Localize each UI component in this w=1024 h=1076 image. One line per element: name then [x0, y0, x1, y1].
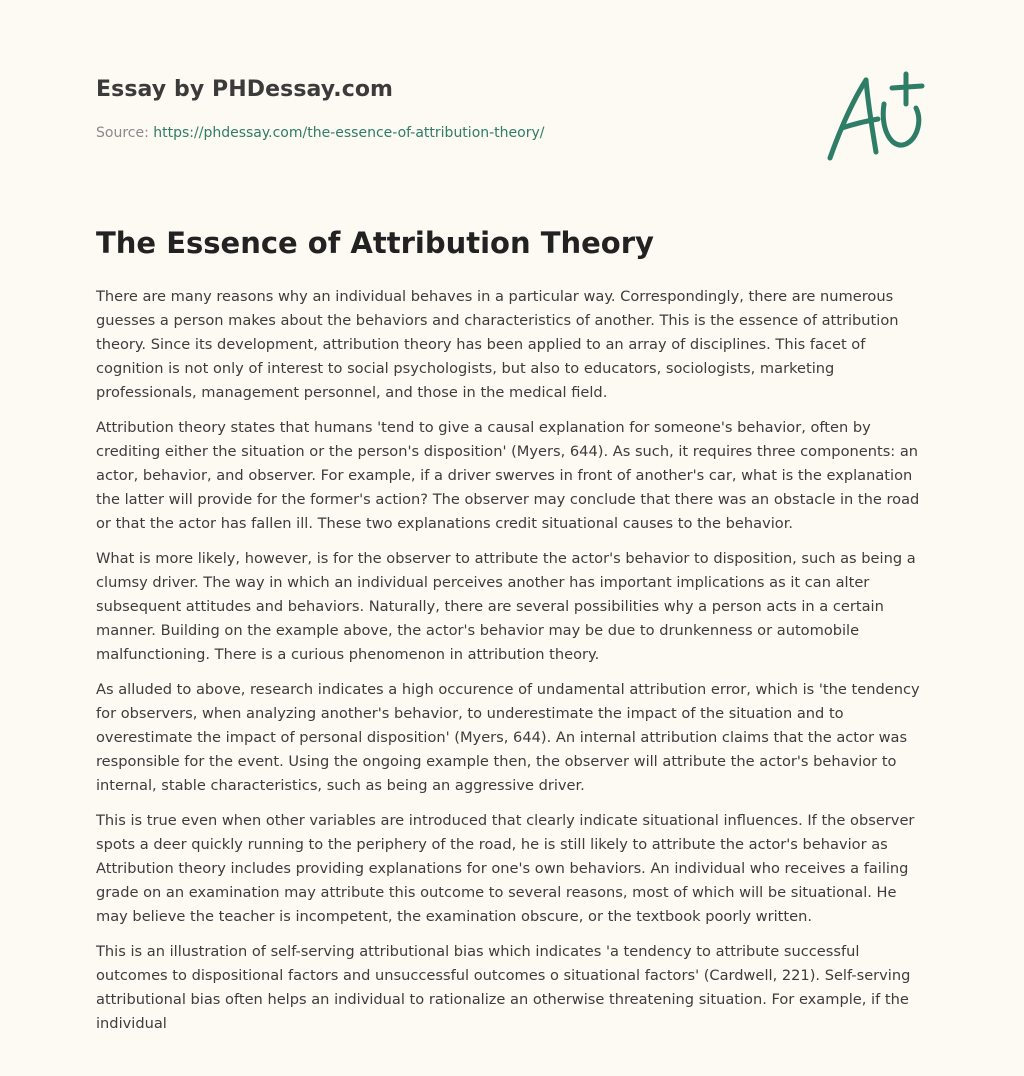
essay-paragraph: Attribution theory states that humans 'tend to give a causal explanation for someone's behavior, often by crediting either the situation or the person's disposition' (Myers, 644). As such, it requires three components: an actor, behavior, and observer. For example, if a driver swerves in front of another's car, what is the explanation the latter will provide for the former's action? The observer may conclude that there was an obstacle in the road or that the actor has fallen ill. These two explanations credit situational causes to the behavior.	[96, 419, 920, 532]
source-line	[96, 125, 544, 141]
essay-paragraph: This is an illustration of self-serving attributional bias which indicates 'a tendency to attribute successful outcomes to dispositional factors and unsuccessful outcomes o situational factors' (Cardwell, 221). Self-serving attributional bias often helps an individual to rationalize an otherwise threatening situation. For example, if the individual	[96, 943, 911, 1032]
essay-paragraph: There are many reasons why an individual behaves in a particular way. Correspondingly, there are numerous guesses a person makes about the behaviors and characteristics of another. This is the essence of attribution theory. Since its development, attribution theory has been applied to an array of disciplines. This facet of cognition is not only of interest to social psychologists, but also to educators, sociologists, marketing professionals, management personnel, and those in the medical field.	[96, 288, 899, 401]
essay-paragraph: This is true even when other variables are introduced that clearly indicate situational influences. If the observer spots a deer quickly running to the periphery of the road, he is still likely to attribute the actor's behavior as Attribution theory includes providing explanations for one's own behaviors. An individual who receives a failing grade on an examination may attribute this outcome to several reasons, most of which will be situational. He may believe the teacher is incompetent, the examination obscure, or the textbook poorly written.	[96, 812, 915, 925]
source-link[interactable]: https://phdessay.com/the-essence-of-attribution-theory/	[153, 125, 545, 141]
essay-body	[96, 285, 926, 1047]
essay-paragraph: As alluded to above, research indicates a high occurence of undamental attribution error, which is 'the tendency for observers, when analyzing another's behavior, to underestimate the impact of the situation and to overestimate the impact of personal disposition' (Myers, 644). An internal attribution claims that the actor was responsible for the event. Using the ongoing example then, the observer will attribute the actor's behavior to internal, stable characteristics, such as being an aggressive driver.	[96, 681, 920, 794]
a-plus-logo-icon	[826, 68, 928, 164]
source-label: Source:	[96, 125, 154, 141]
essay-paragraph: What is more likely, however, is for the observer to attribute the actor's behavior to disposition, such as being a clumsy driver. The way in which an individual perceives another has important implications as it can alter subsequent attitudes and behaviors. Naturally, there are several possibilities why a person acts in a certain manner. Building on the example above, the actor's behavior may be due to drunkenness or automobile malfunctioning. There is a curious phenomenon in attribution theory.	[96, 550, 916, 663]
brand-title: Essay by PHDessay.com	[96, 77, 394, 102]
essay-title: The Essence of Attribution Theory	[96, 226, 654, 260]
